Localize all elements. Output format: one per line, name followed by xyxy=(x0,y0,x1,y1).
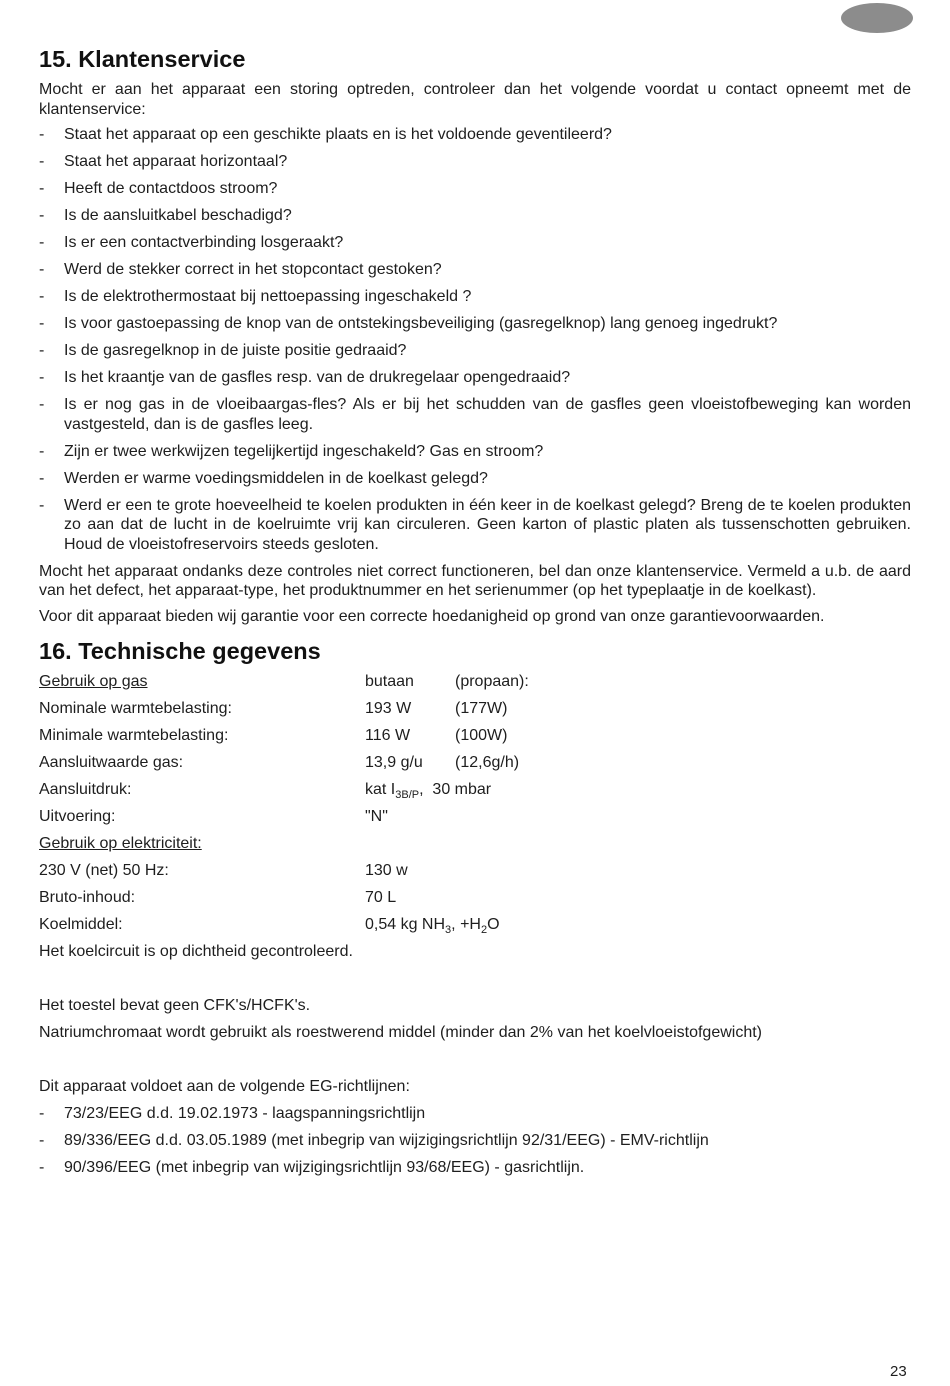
directives-list xyxy=(39,1104,911,1185)
spec-value: 70 L xyxy=(365,889,397,906)
directives-intro: Dit apparaat voldoet aan de volgende EG-richtlijnen: xyxy=(39,1078,410,1095)
spec-row xyxy=(39,807,529,834)
checklist-item: - Werd er een te grote hoeveelheid te koelen produkten in één keer in de koelkast gelegd? Breng de te koelen produkten zo aan dat de lucht in de koelruimte vrij kan circuleren. Geen karton of plastic platen als tussenschotten gebruiken. Houd de vloeistofreservoirs steeds gesloten. xyxy=(39,496,911,553)
spec-row xyxy=(39,780,529,807)
spec-row xyxy=(39,861,529,888)
dash-bullet: - xyxy=(39,315,45,332)
spec-value-butane: 116 W xyxy=(365,727,411,744)
dash-bullet: - xyxy=(39,207,45,224)
spec-value-butane: 193 W xyxy=(365,700,412,717)
spec-label: Minimale warmtebelasting: xyxy=(39,727,229,744)
spec-row xyxy=(39,672,529,699)
spec-row xyxy=(39,753,529,780)
spec-row xyxy=(39,915,529,942)
spec-value: "N" xyxy=(365,808,388,825)
checklist-item: - Heeft de contactdoos stroom? xyxy=(39,180,278,197)
spec-value-propane: (12,6g/h) xyxy=(455,754,520,771)
checklist xyxy=(39,125,911,554)
dash-bullet: - xyxy=(39,369,45,386)
dash-bullet: - xyxy=(39,1105,45,1122)
spec-row xyxy=(39,834,529,861)
section-15-title: 15. Klantenservice xyxy=(39,46,246,72)
dash-bullet: - xyxy=(39,153,45,170)
spec-label: Bruto-inhoud: xyxy=(39,889,136,906)
checklist-item: - Is de gasregelknop in de juiste positie gedraaid? xyxy=(39,342,407,359)
page-number: 23 xyxy=(890,1363,907,1380)
spec-row xyxy=(39,888,529,915)
dash-bullet: - xyxy=(39,288,45,305)
propane-col-header: (propaan): xyxy=(455,673,529,690)
dash-bullet: - xyxy=(39,442,45,460)
section-15-intro: Mocht er aan het apparaat een storing optreden, controleer dan het volgende voordat u contact opneemt met de klantenservice: xyxy=(39,81,911,118)
gas-heading: Gebruik op gas xyxy=(39,673,148,690)
section-technische-gegevens xyxy=(39,636,911,1185)
language-tab-marker xyxy=(841,3,913,33)
spec-label: Koelmiddel: xyxy=(39,916,123,933)
section-16-title: 16. Technische gegevens xyxy=(39,638,321,664)
spec-row xyxy=(39,699,529,726)
checklist-item: - Is er nog gas in de vloeibaargas-fles? Als er bij het schudden van de gasfles geen vloeistofbeweging kan worden vastgesteld, dan is de gasfles leeg. xyxy=(39,396,911,433)
spec-value-butane: 13,9 g/u xyxy=(365,754,423,771)
checklist-item: - Is voor gastoepassing de knop van de ontstekingsbeveiliging (gasregelknop) lang genoeg ingedrukt? xyxy=(39,315,778,332)
spec-label: Nominale warmtebelasting: xyxy=(39,700,232,717)
spec-row xyxy=(39,726,529,753)
dash-bullet: - xyxy=(39,496,45,514)
dash-bullet: - xyxy=(39,1132,45,1149)
checklist-item: - Staat het apparaat horizontaal? xyxy=(39,153,288,170)
specs-table xyxy=(39,672,529,942)
dash-bullet: - xyxy=(39,180,45,197)
spec-value-propane: (177W) xyxy=(455,700,508,717)
electric-heading: Gebruik op elektriciteit: xyxy=(39,835,202,852)
checklist-item: - Is de aansluitkabel beschadigd? xyxy=(39,207,292,224)
warranty-text: Voor dit apparaat bieden wij garantie voor een correcte hoedanigheid op grond van onze garantievoorwaarden. xyxy=(39,607,825,625)
checklist-item: - Zijn er twee werkwijzen tegelijkertijd ingeschakeld? Gas en stroom? xyxy=(39,442,544,460)
butane-col-header: butaan xyxy=(365,673,414,690)
spec-label: Aansluitwaarde gas: xyxy=(39,754,184,771)
dash-bullet: - xyxy=(39,261,45,278)
directive-item: - 89/336/EEG d.d. 03.05.1989 (met inbegrip van wijzigingsrichtlijn 92/31/EEG) - EMV-richtlijn xyxy=(39,1132,709,1149)
coolant-value: 0,54 kg $NH_3$, $+H_2O$ xyxy=(365,916,500,936)
dash-bullet: - xyxy=(39,342,45,359)
spec-label: 230 V (net) 50 Hz: xyxy=(39,862,169,879)
dash-bullet: - xyxy=(39,396,45,413)
spec-value-propane: (100W) xyxy=(455,727,508,744)
page-content xyxy=(39,44,911,1191)
checklist-item: - Is het kraantje van de gasfles resp. van de drukregelaar opengedraaid? xyxy=(39,369,571,386)
dash-bullet: - xyxy=(39,1159,45,1176)
dash-bullet: - xyxy=(39,126,45,143)
dash-bullet: - xyxy=(39,469,45,487)
tightness-note: Het koelcircuit is op dichtheid gecontroleerd. xyxy=(39,943,353,960)
spec-value: 130 w xyxy=(365,862,408,879)
chromate-note: Natriumchromaat wordt gebruikt als roestwerend middel (minder dan 2% van het koelvloeistofgewicht) xyxy=(39,1024,762,1041)
section-klantenservice xyxy=(39,44,911,626)
checklist-item: - Werd de stekker correct in het stopcontact gestoken? xyxy=(39,261,442,278)
checklist-item: - Staat het apparaat op een geschikte plaats en is het voldoende geventileerd? xyxy=(39,126,612,143)
checklist-item: - Is de elektrothermostaat bij nettoepassing ingeschakeld ? xyxy=(39,288,472,305)
spec-label: Aansluitdruk: xyxy=(39,781,132,798)
cfc-note: Het toestel bevat geen CFK's/HCFK's. xyxy=(39,997,311,1014)
spec-label: Uitvoering: xyxy=(39,808,116,825)
pressure-value: kat $I_{3B/P}$, 30 mbar xyxy=(365,781,492,801)
checklist-item: - Werden er warme voedingsmiddelen in de koelkast gelegd? xyxy=(39,469,488,487)
directive-item: - 90/396/EEG (met inbegrip van wijzigingsrichtlijn 93/68/EEG) - gasrichtlijn. xyxy=(39,1159,585,1176)
directive-item: - 73/23/EEG d.d. 19.02.1973 - laagspanningsrichtlijn xyxy=(39,1105,426,1122)
section-15-outro: Mocht het apparaat ondanks deze controles niet correct functioneren, bel dan onze klantenservice. Vermeld a u.b. de aard van het defect, het apparaat-type, het produktnummer en het serienummer (op het typeplaatje in de koelkast). xyxy=(39,562,911,599)
dash-bullet: - xyxy=(39,234,45,251)
checklist-item: - Is er een contactverbinding losgeraakt? xyxy=(39,234,344,251)
